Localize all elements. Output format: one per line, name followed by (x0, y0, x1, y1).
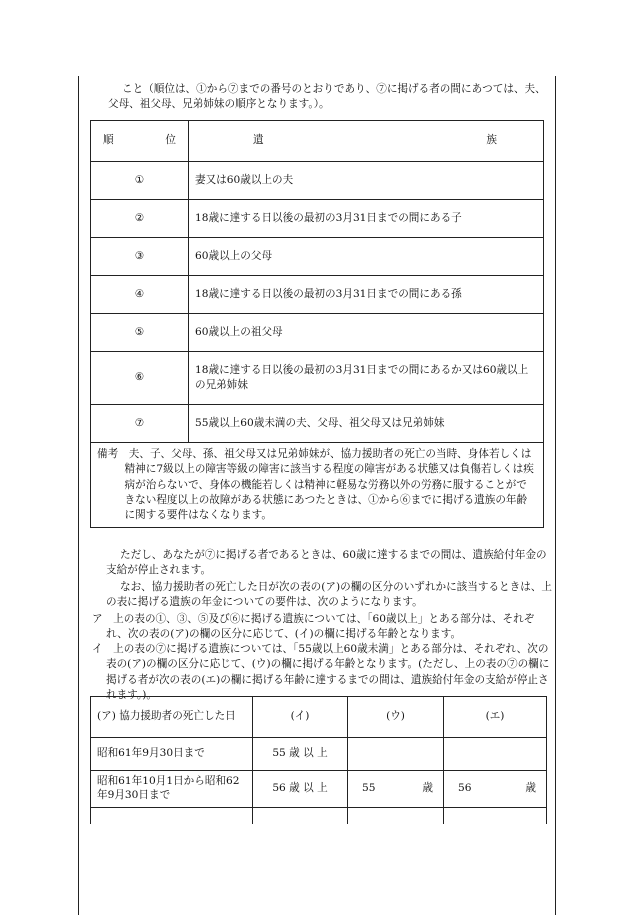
rank-text: 60歳以上の父母 (189, 238, 544, 276)
rank-number: ③ (91, 238, 189, 276)
header-u: (ウ) (348, 697, 444, 738)
rank-header-b: 位 (165, 134, 176, 147)
rank-header (91, 121, 189, 162)
death-date-cell: 昭和61年9月30日まで (91, 738, 253, 771)
paragraph-additionally: なお、協力援助者の死亡した日が次の表の(ア)の欄の区分のいずれかに該当するときは、上の表に掲げる遺族の年金についての要件は、次のようになります。 (106, 581, 553, 609)
rank-text: 18歳に達する日以後の最初の3月31日までの間にある子 (189, 200, 544, 238)
rank-number: ⑦ (91, 405, 189, 443)
rank-number: ⑥ (91, 352, 189, 405)
table-row (91, 352, 544, 405)
family-header (189, 121, 544, 162)
note-text: 備考 夫、子、父母、孫、祖父母又は兄弟姉妹が、協力援助者の死亡の当時、身体若しくは精神に7級以上の障害等級の障害に該当する程度の障害がある状態又は負傷若しくは疾病が治らないで、身体の機能若しくは精神に軽易な労務以外の労務に服することができない程度以上の故障がある状態にあつたときは、①から⑥までに掲げる遺族の年齢に関する要件はなくなります。 (97, 448, 534, 522)
death-date-cell: 昭和61年10月1日から昭和62年9月30日まで (91, 771, 253, 808)
age-e-unit: 歳 (525, 782, 536, 795)
table-row (91, 771, 547, 808)
table-row (91, 238, 544, 276)
age-u-unit: 歳 (422, 782, 433, 795)
age-e-cell (444, 738, 547, 771)
rank-text: 18歳に達する日以後の最初の3月31日までの間にあるか又は60歳以上の兄弟姉妹 (189, 352, 544, 405)
rank-text: 妻又は60歳以上の夫 (189, 162, 544, 200)
table-row (91, 276, 544, 314)
table-row (91, 738, 547, 771)
family-header-a: 遺 (253, 134, 264, 147)
age-u-cell (348, 738, 444, 771)
age-e-number: 56 (458, 782, 472, 795)
age-transition-table (90, 696, 547, 824)
table-row (91, 314, 544, 352)
rank-number: ④ (91, 276, 189, 314)
rank-table-header (91, 121, 544, 162)
family-header-b: 族 (486, 134, 497, 147)
rank-text: 60歳以上の祖父母 (189, 314, 544, 352)
rank-number: ② (91, 200, 189, 238)
rank-text: 55歳以上60歳未満の夫、父母、祖父母又は兄弟姉妹 (189, 405, 544, 443)
table-row (91, 405, 544, 443)
rank-number: ① (91, 162, 189, 200)
age-i-cell: 56 歳 以 上 (253, 771, 348, 808)
header-i: (イ) (253, 697, 348, 738)
table-continuation-row (91, 808, 547, 825)
age-table-header (91, 697, 547, 738)
header-death-date: (ア) 協力援助者の死亡した日 (91, 697, 253, 738)
paragraph-item-i: イ 上の表の⑦に掲げる遺族については、「55歳以上60歳未満」とある部分は、それぞれ、次の表の(ア)の欄の区分に応じて、(ウ)の欄に掲げる年齢となります。(ただし、上の表の⑦の欄に掲げる者が次の表の(エ)の欄に掲げる年齢に達するまでの間は、遺族給付年金の支給が停止されます。)。 (92, 643, 550, 702)
header-e: (エ) (444, 697, 547, 738)
age-u-number: 55 (362, 782, 376, 795)
rank-number: ⑤ (91, 314, 189, 352)
rank-text: 18歳に達する日以後の最初の3月31日までの間にある孫 (189, 276, 544, 314)
table-row (91, 162, 544, 200)
table-row (91, 200, 544, 238)
age-i-cell: 55 歳 以 上 (253, 738, 348, 771)
rank-header-a: 順 (103, 134, 114, 147)
paragraph-item-a: ア 上の表の①、③、⑤及び⑥に掲げる遺族については、「60歳以上」とある部分は、それぞれ、次の表の(ア)の欄の区分に応じて、(イ)の欄に掲げる年齢となります。 (92, 613, 535, 641)
age-e-cell (444, 771, 547, 808)
note-row (91, 443, 544, 528)
survivor-rank-table (90, 120, 544, 528)
age-u-cell (348, 771, 444, 808)
note-cell (91, 443, 544, 528)
paragraph-however: ただし、あなたが⑦に掲げる者であるときは、60歳に達するまでの間は、遺族給付年金の支給が停止されます。 (106, 549, 547, 577)
intro-text: こと（順位は、①から⑦までの番号のとおりであり、⑦に掲げる者の間にあつては、夫、父母、祖父母、兄弟姉妹の順序となります。）。 (108, 83, 546, 111)
